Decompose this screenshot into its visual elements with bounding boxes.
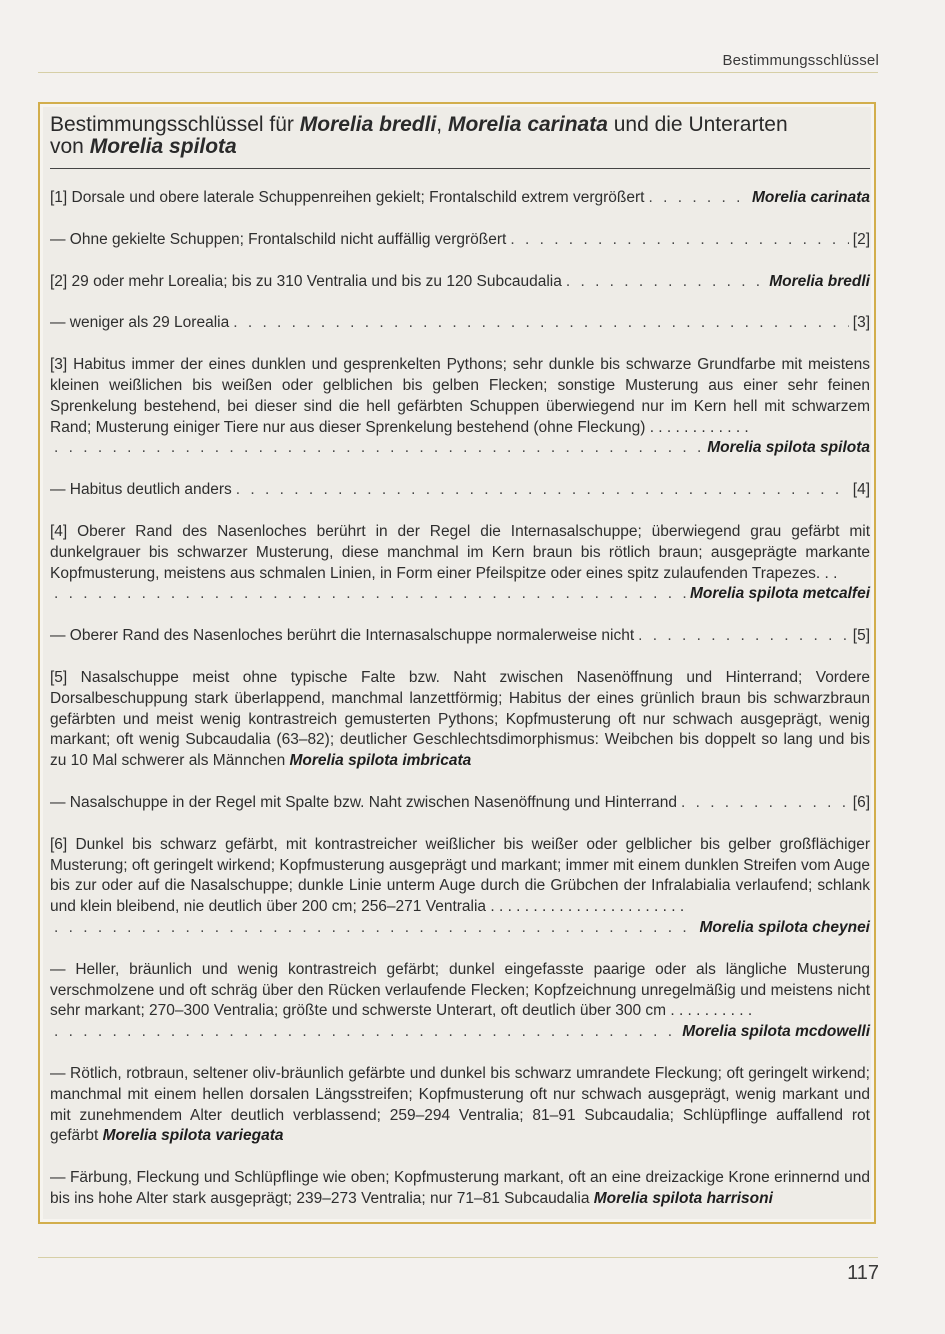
key-entry	[50, 522, 870, 605]
entry-number: [6]	[50, 835, 68, 853]
key-entry	[50, 188, 870, 209]
entry-reference: [5]	[852, 627, 870, 645]
entry-reference: [6]	[852, 793, 870, 811]
entry-number: [3]	[50, 356, 68, 374]
key-entry	[50, 272, 870, 293]
entry-text: Heller, bräunlich und wenig kontrastreich gefärbt; dunkel eingefasste paarige oder als längliche Musterung verschmolzene und oft schräg über den Rücken verlaufende Flecken; Kopfzeichnung unregelmäßig und meistens nicht sehr markant; 270–300 Ventralia; größte und schwerste Unterart, oft deutlich über 300 cm . . . . . . . . . .	[50, 960, 870, 1020]
entry-number: —	[50, 481, 66, 499]
title-text: Bestimmungsschlüssel für	[50, 113, 300, 136]
title-separator: ,	[436, 113, 448, 136]
entry-number: —	[50, 1064, 66, 1082]
entry-result: Morelia spilota harrisoni	[593, 1189, 773, 1207]
entry-result: Morelia carinata	[751, 189, 870, 206]
running-header: Bestimmungsschlüssel	[722, 52, 879, 69]
page-number: 117	[847, 1262, 879, 1284]
leader-dots	[681, 793, 849, 814]
entry-result: Morelia bredli	[769, 272, 870, 290]
key-entry	[50, 1064, 870, 1147]
entry-result: Morelia spilota variegata	[102, 1127, 284, 1145]
leader-dots	[233, 313, 849, 334]
entry-text: weniger als 29 Lorealia	[65, 314, 230, 332]
entry-text: Färbung, Fleckung und Schlüpflinge wie oben; Kopfmusterung markant, oft an eine dreizackige Krone erinnernd und bis ins hohe Alter stark ausgeprägt; 239–273 Ventralia; nur 71–81 Subcaudalia	[50, 1169, 870, 1207]
leader-dots	[54, 918, 695, 939]
title-taxon-spilota: Morelia spilota	[89, 135, 237, 158]
identification-key-box	[38, 102, 876, 1224]
key-entry	[50, 668, 870, 772]
leader-dots	[510, 230, 848, 251]
title-taxon-bredli: Morelia bredli	[299, 113, 437, 136]
entry-text: Nasalschuppe meist ohne typische Falte bzw. Naht zwischen Nasenöffnung und Hinterrand; Vordere Dorsalbeschuppung stark überlappend, manchmal lanzettförmig; Habitus der eines grünlich braun bis schwarzbraun gefärbten und meist wenig kontrastreich gemusterten Pythons; Kopfmusterung oft nur schwach ausgeprägt, wenig markant; oft wenig Subcaudalia (63–82); deutlicher Geschlechtsdimorphismus: Weibchen bis doppelt so lang und bis zu 10 Mal schwerer als Männchen	[50, 668, 870, 770]
title-text-2: und die Unterarten	[607, 113, 788, 136]
key-entries	[50, 188, 870, 1231]
key-entry	[50, 1168, 870, 1210]
entry-result: Morelia spilota mcdowelli	[682, 1023, 870, 1041]
key-entry	[50, 480, 870, 501]
entry-number: [2]	[50, 272, 68, 290]
leader-dots	[638, 626, 849, 647]
key-entry	[50, 230, 870, 251]
leader-dots	[54, 438, 703, 459]
entry-reference: [2]	[852, 230, 870, 248]
leader-dots	[54, 1022, 678, 1043]
title-divider	[50, 168, 870, 169]
entry-number: —	[50, 627, 66, 645]
title-text-3: von	[50, 135, 90, 158]
leader-dots	[566, 272, 765, 293]
entry-number: —	[50, 793, 66, 811]
entry-text: Habitus deutlich anders	[65, 481, 232, 499]
title-taxon-carinata: Morelia carinata	[447, 113, 608, 136]
entry-text: Rötlich, rotbraun, seltener oliv-bräunlich gefärbte und dunkel bis schwarz umrandete Fleckung; oft geringelt wirkend; manchmal mit einem hellen dorsalen Längsstreifen; Kopfmusterung oft nur schwach ausgeprägt, wenig markant und mit zunehmendem Alter deutlich verblassend; 259–294 Ventralia; 81–91 Subcaudalia; Schlüpflinge auffallend rot gefärbt	[50, 1064, 870, 1145]
entry-result: Morelia spilota imbricata	[289, 752, 472, 770]
leader-dots	[54, 584, 686, 605]
key-entry	[50, 355, 870, 459]
entry-text: 29 oder mehr Lorealia; bis zu 310 Ventralia und bis zu 120 Subcaudalia	[67, 272, 562, 290]
entry-text: Dunkel bis schwarz gefärbt, mit kontrastreicher weißlicher bis weißer oder gelblicher bis gelber großflächiger Musterung; oft geringelt wirkend; Kopfmusterung ausgeprägt und markant; immer mit einem dunklen Streifen vom Auge bis zur oder auf die Nasalschuppe; dunkle Linie unterm Auge durch die Grübchen der Infralabialia verlaufend; schlank und klein bleibend, nie deutlich über 200 cm; 256–271 Ventralia . . . . . . . . . . . . . . . . . . . . . . .	[50, 835, 870, 916]
entry-result: Morelia spilota spilota	[707, 439, 870, 457]
entry-text: Oberer Rand des Nasenloches berührt die Internasalschuppe normalerweise nicht	[65, 627, 635, 645]
key-entry	[50, 313, 870, 334]
key-entry	[50, 793, 870, 814]
entry-reference: [4]	[852, 481, 870, 499]
entry-text: Habitus immer der eines dunklen und gesprenkelten Pythons; sehr dunkle bis schwarze Grundfarbe mit meistens kleinen weißlichen bis weißen oder gelblichen bis gelben Flecken; sonstige Musterung aus einer sehr feinen Sprenkelung bestehend, bei dieser sind die hell gefärbten Schuppen überwiegend nur im Kern hell mit schwarzem Rand; Musterung einiger Tiere nur aus dieser Sprenkelung bestehend (ohne Fleckung) . . . . . . . . . . . .	[50, 356, 870, 436]
leader-dots	[236, 480, 849, 501]
entry-result: Morelia spilota metcalfei	[689, 585, 870, 603]
entry-text: Oberer Rand des Nasenloches berührt in der Regel die Internasalschuppe; überwiegend grau gefärbt mit dunkelgrauer bis schwarzer Musterung, diese manchmal im Kern braun bis rötlich braun; ausgeprägte markante Kopfmusterung, meistens aus schmalen Linien, in Form einer Pfeilspitze oder eines spitz zulaufenden Trapezes. . .	[50, 522, 870, 582]
entry-number: [5]	[50, 668, 68, 686]
entry-number: —	[50, 960, 66, 978]
entry-text: Dorsale und obere laterale Schuppenreihen gekielt; Frontalschild extrem vergrößert	[67, 189, 645, 206]
entry-number: —	[50, 1169, 66, 1187]
leader-dots	[648, 188, 747, 209]
entry-number: [4]	[50, 522, 68, 540]
key-entry	[50, 960, 870, 1043]
entry-text: Ohne gekielte Schuppen; Frontalschild nicht auffällig vergrößert	[65, 230, 507, 248]
key-entry	[50, 626, 870, 647]
entry-text: Nasalschuppe in der Regel mit Spalte bzw. Naht zwischen Nasenöffnung und Hinterrand	[65, 793, 677, 811]
entry-number: [1]	[50, 189, 68, 206]
key-title	[50, 114, 870, 158]
footer-divider	[38, 1257, 878, 1258]
header-divider	[38, 72, 878, 73]
entry-number: —	[50, 230, 66, 248]
entry-result: Morelia spilota cheynei	[699, 918, 870, 936]
entry-number: —	[50, 314, 66, 332]
key-entry	[50, 835, 870, 939]
entry-reference: [3]	[852, 314, 870, 332]
